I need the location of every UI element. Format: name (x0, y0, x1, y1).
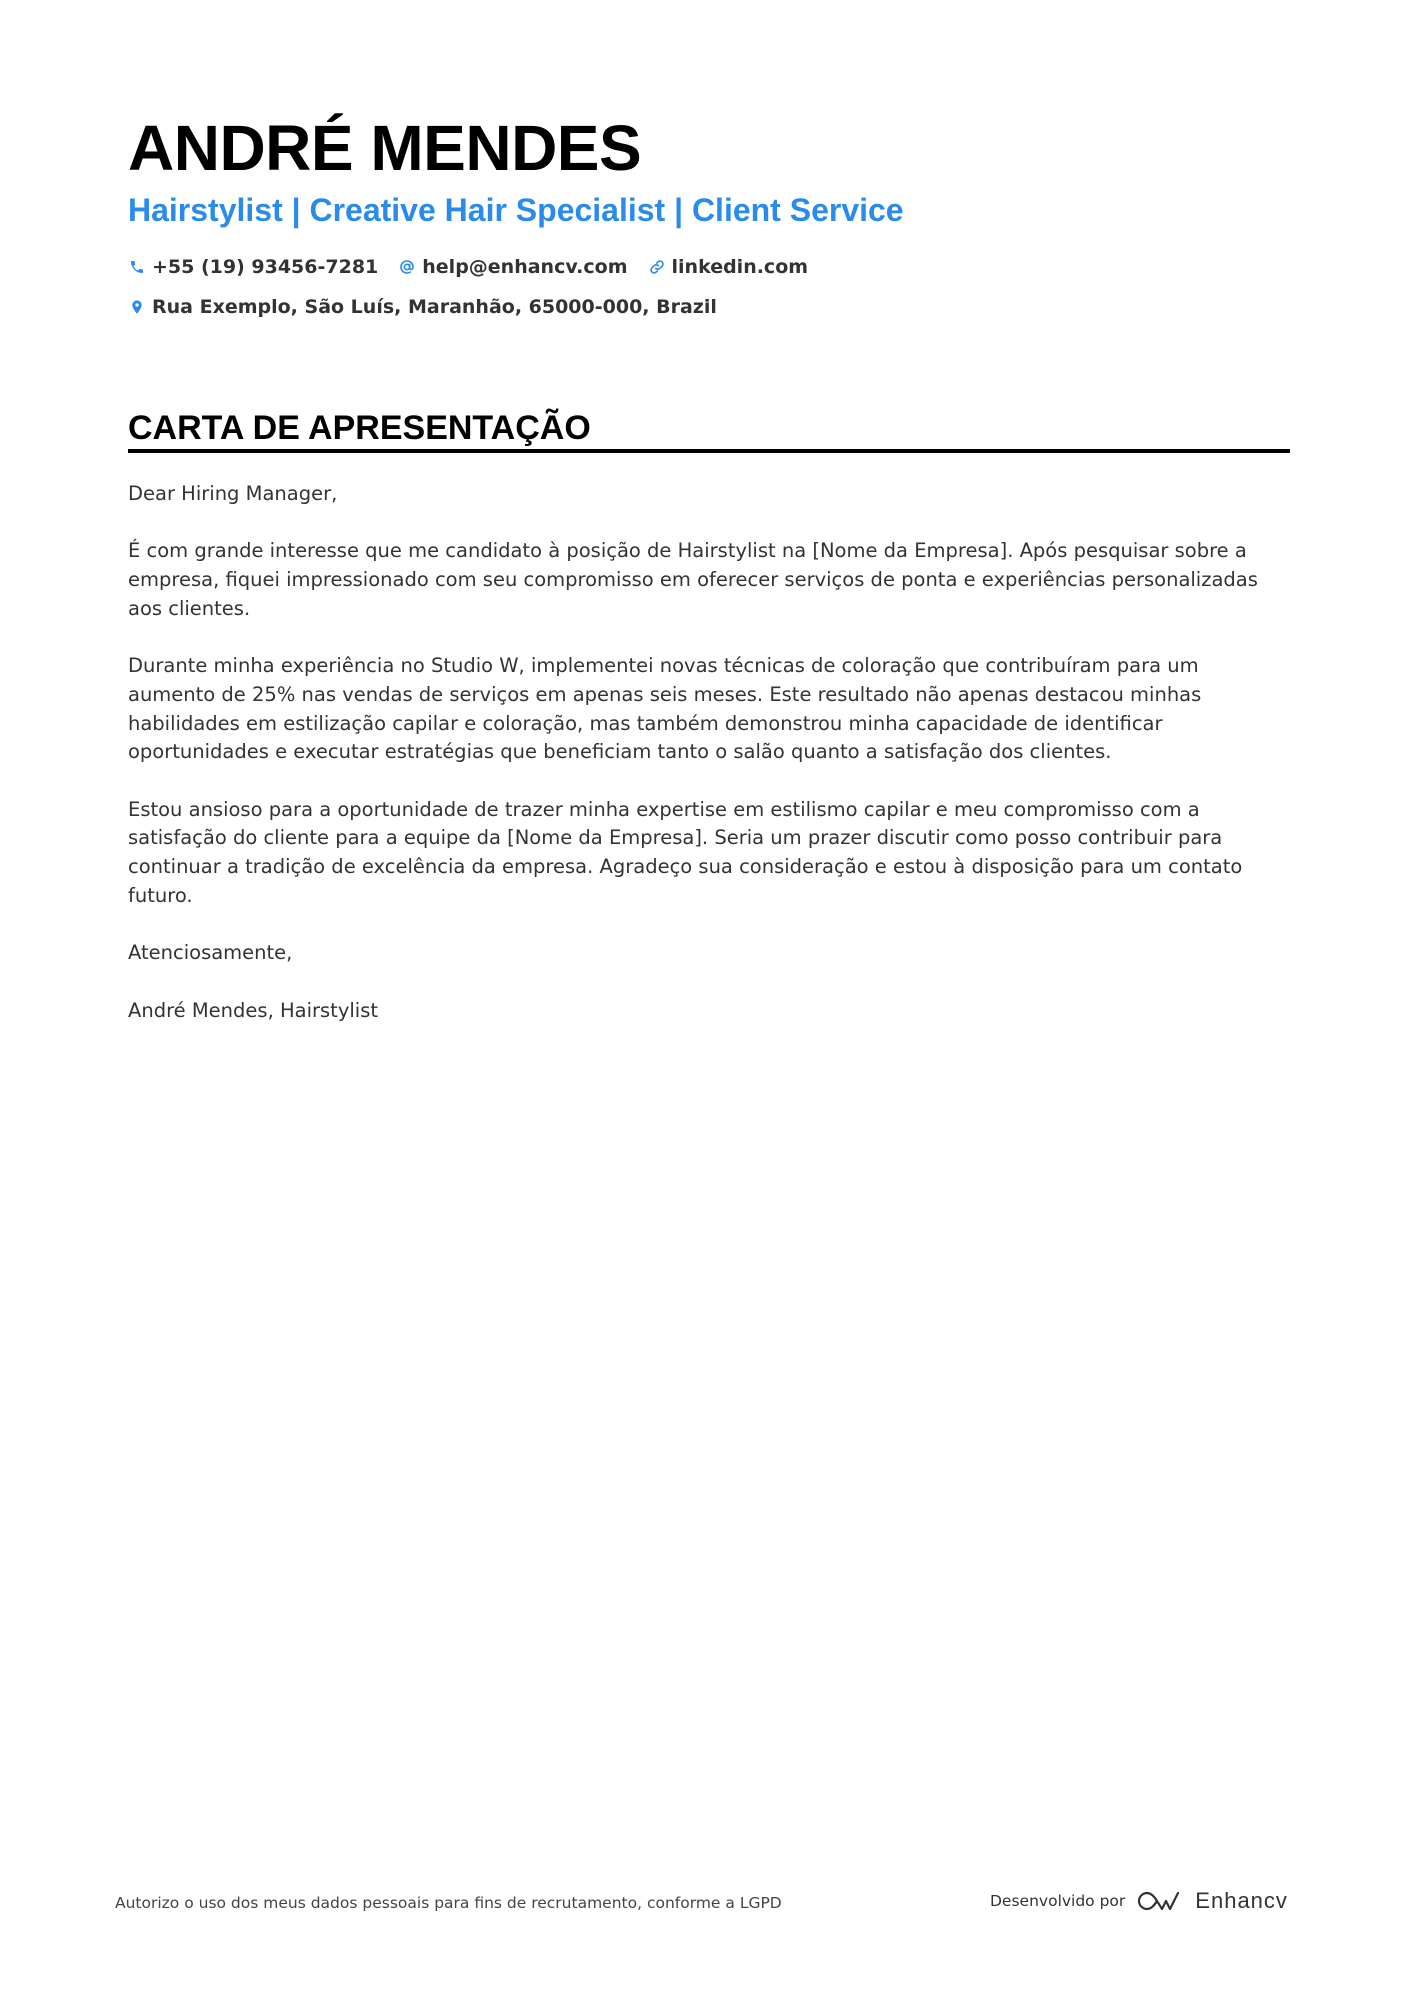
consent-note: Autorizo o uso dos meus dados pessoais para fins de recrutamento, conforme a LGPD (115, 1894, 782, 1912)
letter-paragraph: Durante minha experiência no Studio W, implementei novas técnicas de coloração que contribuíram para um aumento de 25% nas vendas de serviços em apenas seis meses. Este resultado não apenas destacou minhas habilidades em estilização capilar e coloração, mas também demonstrou minha capacidade de identificar oportunidades e executar estratégias que beneficiam tanto o salão quanto a satisfação dos clientes. (128, 654, 1202, 764)
phone-icon (128, 258, 146, 276)
contact-row (128, 254, 828, 280)
candidate-name: ANDRÉ MENDES (128, 112, 642, 184)
section-divider (128, 449, 1290, 453)
letter-greeting: Dear Hiring Manager, (128, 482, 338, 505)
location-pin-icon (128, 298, 146, 316)
address-row (128, 294, 737, 320)
enhancv-logo-text: Enhancv (1195, 1888, 1288, 1913)
letter-paragraph: É com grande interesse que me candidato à posição de Hairstylist na [Nome da Empresa]. Após pesquisar sobre a empresa, fiquei impressionado com seu compromisso em oferecer serviços de ponta e experiências personalizadas aos clientes. (128, 539, 1258, 620)
letter-closing: Atenciosamente, (128, 941, 293, 965)
letter-body (128, 480, 1290, 1054)
link-icon (648, 258, 666, 276)
at-icon (398, 258, 416, 276)
letter-paragraph: Estou ansioso para a oportunidade de trazer minha expertise em estilismo capilar e meu compromisso com a satisfação do cliente para a equipe da [Nome da Empresa]. Seria um prazer discutir como posso contribuir para continuar a tradição de excelência da empresa. Agradeço sua consideração e estou à disposição para um contato futuro. (128, 797, 1243, 907)
email-text: help@enhancv.com (422, 256, 628, 278)
letter-signature: André Mendes, Hairstylist (128, 998, 379, 1022)
phone-text: +55 (19) 93456-7281 (152, 256, 379, 278)
candidate-headline: Hairstylist | Creative Hair Specialist | Client Service (128, 192, 904, 228)
developed-by-label: Desenvolvido por (990, 1892, 1126, 1910)
developed-by-badge[interactable] (990, 1888, 1288, 1914)
contact-linkedin[interactable] (648, 254, 809, 280)
contact-phone[interactable] (128, 254, 378, 280)
contact-email[interactable] (398, 254, 627, 280)
section-title: CARTA DE APRESENTAÇÃO (128, 409, 591, 447)
enhancv-logo-icon (1137, 1888, 1183, 1914)
contact-address (128, 294, 717, 320)
linkedin-text: linkedin.com (671, 256, 809, 278)
address-text: Rua Exemplo, São Luís, Maranhão, 65000-000, Brazil (152, 296, 717, 318)
